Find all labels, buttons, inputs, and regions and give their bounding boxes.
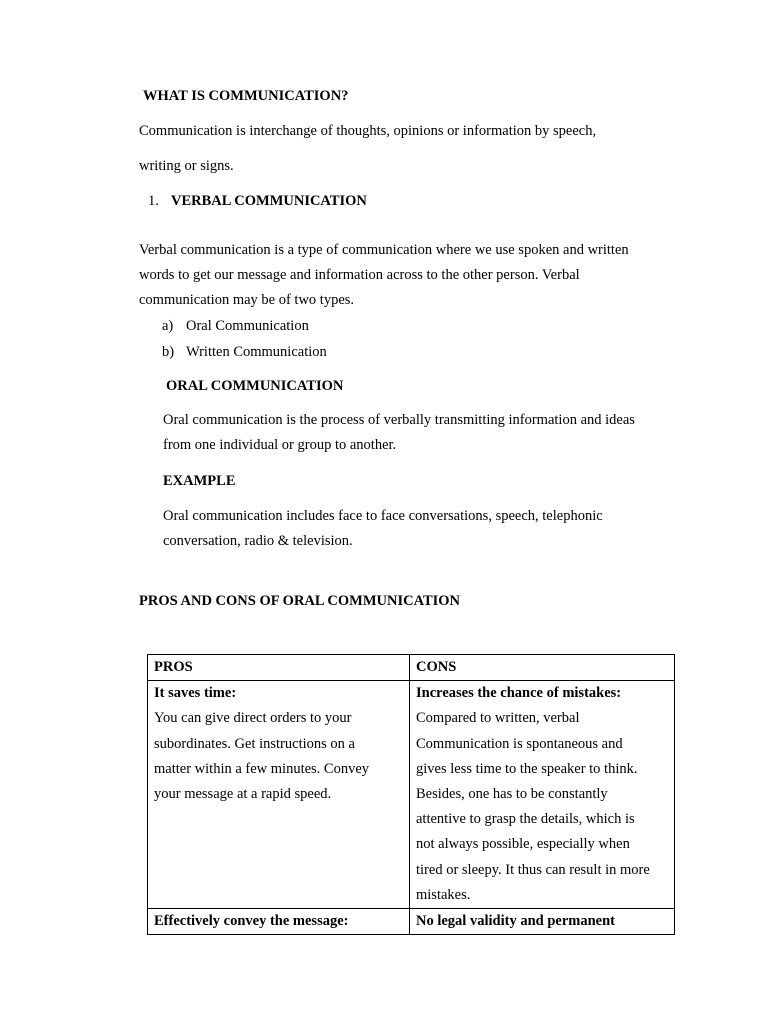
table-row bbox=[148, 681, 675, 909]
type-label-written: Written Communication bbox=[186, 344, 327, 360]
cons-line: Besides, one has to be constantly bbox=[416, 786, 608, 803]
cons-line: gives less time to the speaker to think. bbox=[416, 760, 638, 777]
intro-line-2: writing or signs. bbox=[139, 158, 234, 174]
pros-title: It saves time: bbox=[154, 685, 237, 702]
table-cell-pros: Effectively convey the message: bbox=[148, 909, 410, 935]
table-cell-cons bbox=[410, 681, 675, 909]
example-paragraph bbox=[163, 504, 603, 554]
verbal-paragraph-line: words to get our message and information across to the other person. Verbal bbox=[139, 267, 580, 283]
cons-line: not always possible, especially when bbox=[416, 836, 630, 853]
table-cell-cons: No legal validity and permanent bbox=[410, 909, 675, 935]
type-marker-b: b) bbox=[162, 344, 175, 360]
section-1-title: VERBAL COMMUNICATION bbox=[171, 193, 367, 209]
cons-line: Communication is spontaneous and bbox=[416, 735, 623, 752]
table-header-cons: CONS bbox=[410, 655, 675, 681]
pros-line: subordinates. Get instructions on a bbox=[154, 735, 355, 752]
verbal-paragraph-line: communication may be of two types. bbox=[139, 292, 355, 308]
example-heading: EXAMPLE bbox=[163, 473, 236, 489]
oral-paragraph-line: Oral communication is the process of verbally transmitting information and ideas bbox=[163, 412, 635, 428]
cons-title: Increases the chance of mistakes: bbox=[416, 685, 622, 702]
oral-paragraph-line: from one individual or group to another. bbox=[163, 437, 397, 453]
pros-cons-table bbox=[147, 654, 675, 935]
oral-heading: ORAL COMMUNICATION bbox=[166, 378, 344, 394]
type-marker-a: a) bbox=[162, 318, 174, 334]
example-paragraph-line: Oral communication includes face to face conversations, speech, telephonic bbox=[163, 508, 603, 524]
pros-line: You can give direct orders to your bbox=[154, 710, 352, 727]
table-cell-pros bbox=[148, 681, 410, 909]
section-1-number: 1. bbox=[148, 193, 159, 209]
table-row bbox=[148, 909, 675, 935]
verbal-paragraph bbox=[139, 238, 629, 313]
example-paragraph-line: conversation, radio & television. bbox=[163, 533, 353, 549]
table-header-row bbox=[148, 655, 675, 681]
intro-line-1: Communication is interchange of thoughts, opinions or information by speech, bbox=[139, 123, 597, 139]
main-heading: WHAT IS COMMUNICATION? bbox=[143, 88, 349, 104]
type-label-oral: Oral Communication bbox=[186, 318, 309, 334]
cons-line: mistakes. bbox=[416, 886, 471, 903]
verbal-paragraph-line: Verbal communication is a type of communication where we use spoken and written bbox=[139, 242, 629, 258]
pros-cons-heading: PROS AND CONS OF ORAL COMMUNICATION bbox=[139, 593, 461, 609]
table-header-pros: PROS bbox=[148, 655, 410, 681]
cons-line: Compared to written, verbal bbox=[416, 710, 580, 727]
cons-line: tired or sleepy. It thus can result in more bbox=[416, 861, 650, 878]
cons-line: attentive to grasp the details, which is bbox=[416, 811, 635, 828]
oral-paragraph bbox=[163, 408, 635, 458]
pros-line: your message at a rapid speed. bbox=[154, 786, 332, 803]
pros-line: matter within a few minutes. Convey bbox=[154, 760, 370, 777]
